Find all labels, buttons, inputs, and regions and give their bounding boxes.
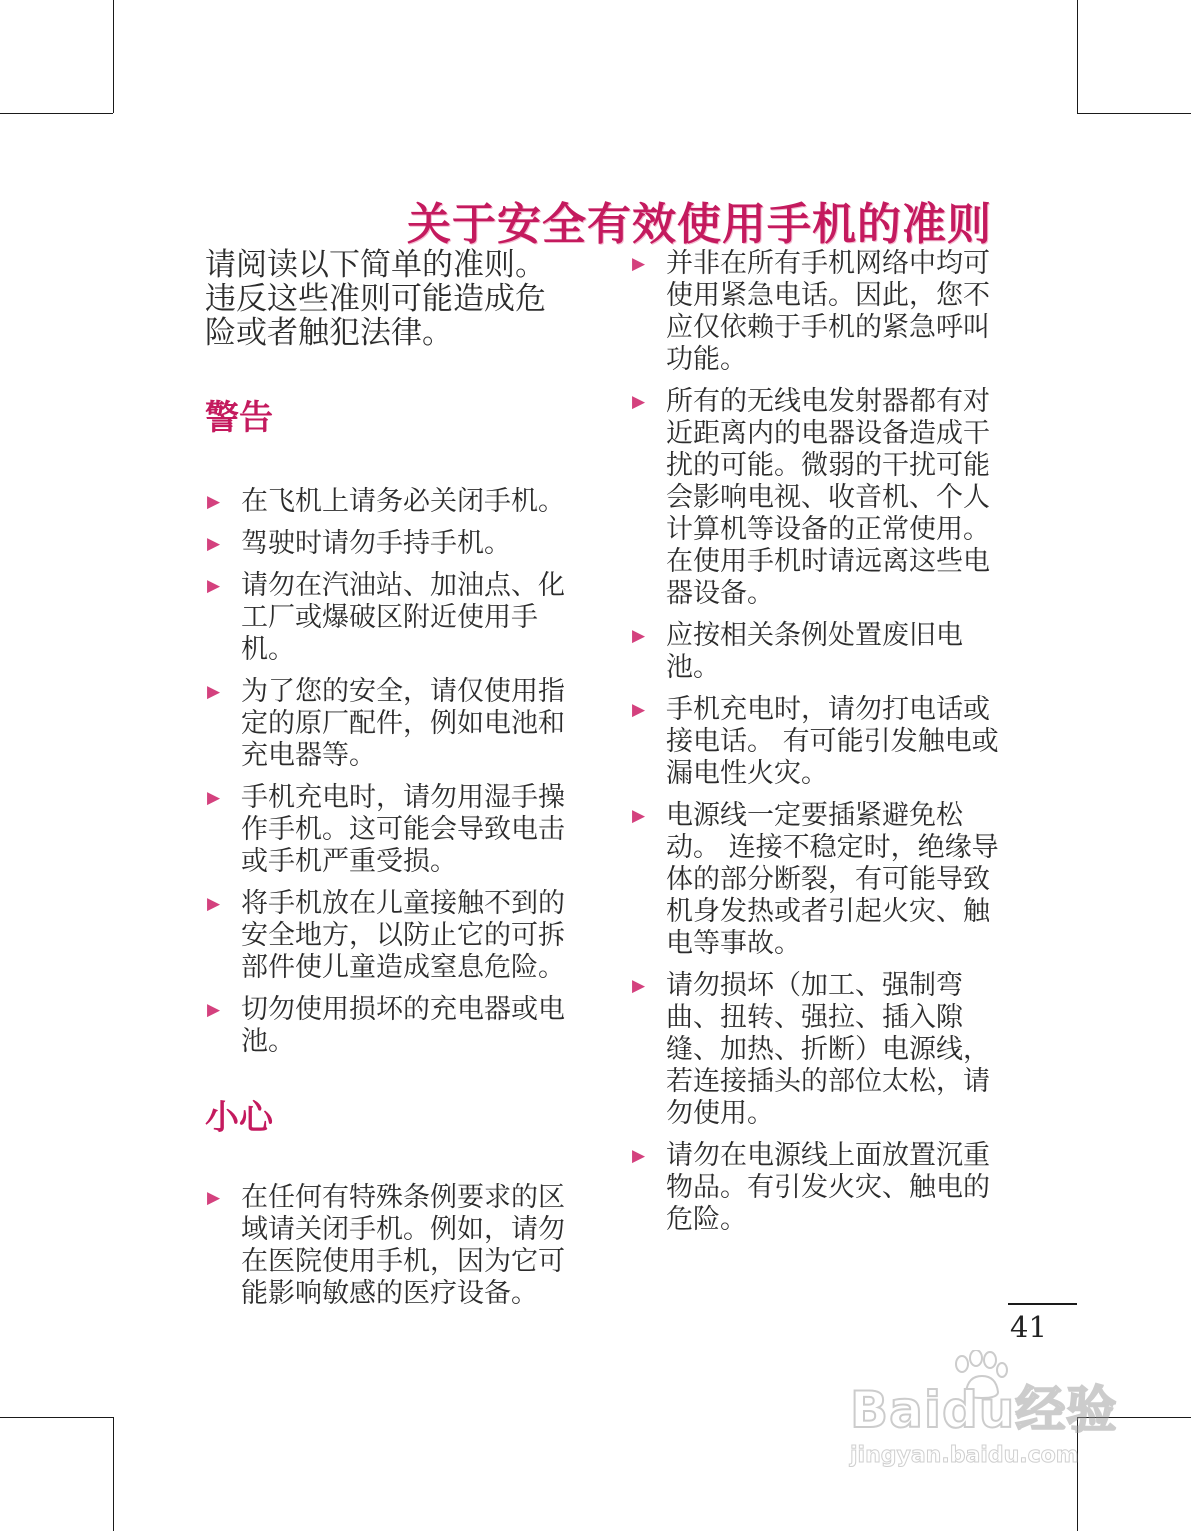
bullet-icon: ▶ bbox=[632, 1146, 646, 1166]
caution-list bbox=[205, 1182, 565, 1310]
list-item-text: 切勿使用损坏的充电器或电池。 bbox=[241, 994, 565, 1057]
list-item bbox=[205, 676, 565, 772]
bullet-icon: ▶ bbox=[632, 806, 646, 826]
list-item-text: 请勿在电源线上面放置沉重物品。有引发火灾、触电的危险。 bbox=[666, 1140, 990, 1235]
right-list bbox=[630, 248, 1000, 1236]
bullet-icon: ▶ bbox=[632, 976, 646, 996]
bullet-icon: ▶ bbox=[632, 626, 646, 646]
warning-heading: 警告 bbox=[205, 398, 273, 438]
page-number-rule bbox=[1008, 1303, 1077, 1305]
intro-paragraph: 请阅读以下简单的准则。违反这些准则可能造成危险或者触犯法律。 bbox=[205, 247, 546, 351]
list-item bbox=[630, 1140, 1000, 1236]
list-item bbox=[630, 970, 1000, 1130]
list-item-text: 电源线一定要插紧避免松动。 连接不稳定时，绝缘导体的部分断裂，有可能导致机身发热或者引起火灾、触电等事故。 bbox=[666, 800, 999, 959]
list-item bbox=[630, 386, 1000, 610]
bullet-icon: ▶ bbox=[207, 1188, 221, 1208]
list-item-text: 应按相关条例处置废旧电池。 bbox=[666, 620, 963, 683]
list-item bbox=[205, 782, 565, 878]
bullet-icon: ▶ bbox=[632, 254, 646, 274]
list-item bbox=[630, 620, 1000, 684]
bullet-icon: ▶ bbox=[632, 700, 646, 720]
watermark-brand: Baidu经验 bbox=[850, 1381, 1118, 1439]
list-item bbox=[205, 888, 565, 984]
crop-mark bbox=[113, 1417, 114, 1531]
list-item-text: 为了您的安全，请仅使用指定的原厂配件，例如电池和充电器等。 bbox=[241, 676, 565, 771]
bullet-icon: ▶ bbox=[207, 576, 221, 596]
list-item-text: 所有的无线电发射器都有对近距离内的电器设备造成干扰的可能。微弱的干扰可能会影响电视、收音机、个人计算机等设备的正常使用。在使用手机时请远离这些电器设备。 bbox=[666, 386, 990, 609]
list-item bbox=[630, 248, 1000, 376]
bullet-icon: ▶ bbox=[207, 894, 221, 914]
list-item-text: 在任何有特殊条例要求的区域请关闭手机。例如，请勿在医院使用手机，因为它可能影响敏感的医疗设备。 bbox=[241, 1182, 565, 1309]
list-item bbox=[205, 486, 565, 518]
right-column bbox=[630, 248, 1000, 1246]
bullet-icon: ▶ bbox=[207, 534, 221, 554]
list-item bbox=[630, 800, 1000, 960]
left-column bbox=[205, 248, 565, 1320]
list-item-text: 手机充电时，请勿打电话或接电话。 有可能引发触电或漏电性火灾。 bbox=[666, 694, 999, 789]
list-item-text: 请勿在汽油站、加油点、化工厂或爆破区附近使用手机。 bbox=[241, 570, 565, 665]
bullet-icon: ▶ bbox=[207, 492, 221, 512]
caution-heading: 小心 bbox=[205, 1098, 273, 1138]
list-item bbox=[205, 1182, 565, 1310]
baidu-watermark bbox=[840, 1350, 1130, 1485]
list-item-text: 驾驶时请勿手持手机。 bbox=[241, 528, 511, 559]
page-title: 关于安全有效使用手机的准则 bbox=[407, 199, 992, 251]
list-item bbox=[630, 694, 1000, 790]
bullet-icon: ▶ bbox=[632, 392, 646, 412]
list-item bbox=[205, 994, 565, 1058]
crop-mark bbox=[1077, 0, 1078, 113]
list-item-text: 在飞机上请务必关闭手机。 bbox=[241, 486, 565, 517]
warning-list bbox=[205, 486, 565, 1058]
crop-mark bbox=[0, 113, 113, 114]
page-number: 41 bbox=[1010, 1310, 1047, 1344]
crop-mark bbox=[1077, 113, 1191, 114]
list-item-text: 请勿损坏（加工、强制弯曲、扭转、强拉、插入隙缝、加热、折断）电源线，若连接插头的部位太松，请勿使用。 bbox=[666, 970, 990, 1129]
list-item-text: 并非在所有手机网络中均可使用紧急电话。因此，您不应仅依赖于手机的紧急呼叫功能。 bbox=[666, 248, 990, 375]
bullet-icon: ▶ bbox=[207, 1000, 221, 1020]
list-item-text: 将手机放在儿童接触不到的安全地方，以防止它的可拆部件使儿童造成窒息危险。 bbox=[241, 888, 565, 983]
crop-mark bbox=[0, 1417, 113, 1418]
bullet-icon: ▶ bbox=[207, 682, 221, 702]
watermark-url: jingyan.baidu.com bbox=[850, 1443, 1079, 1468]
list-item-text: 手机充电时，请勿用湿手操作手机。这可能会导致电击或手机严重受损。 bbox=[241, 782, 565, 877]
crop-mark bbox=[113, 0, 114, 113]
list-item bbox=[205, 570, 565, 666]
bullet-icon: ▶ bbox=[207, 788, 221, 808]
list-item bbox=[205, 528, 565, 560]
